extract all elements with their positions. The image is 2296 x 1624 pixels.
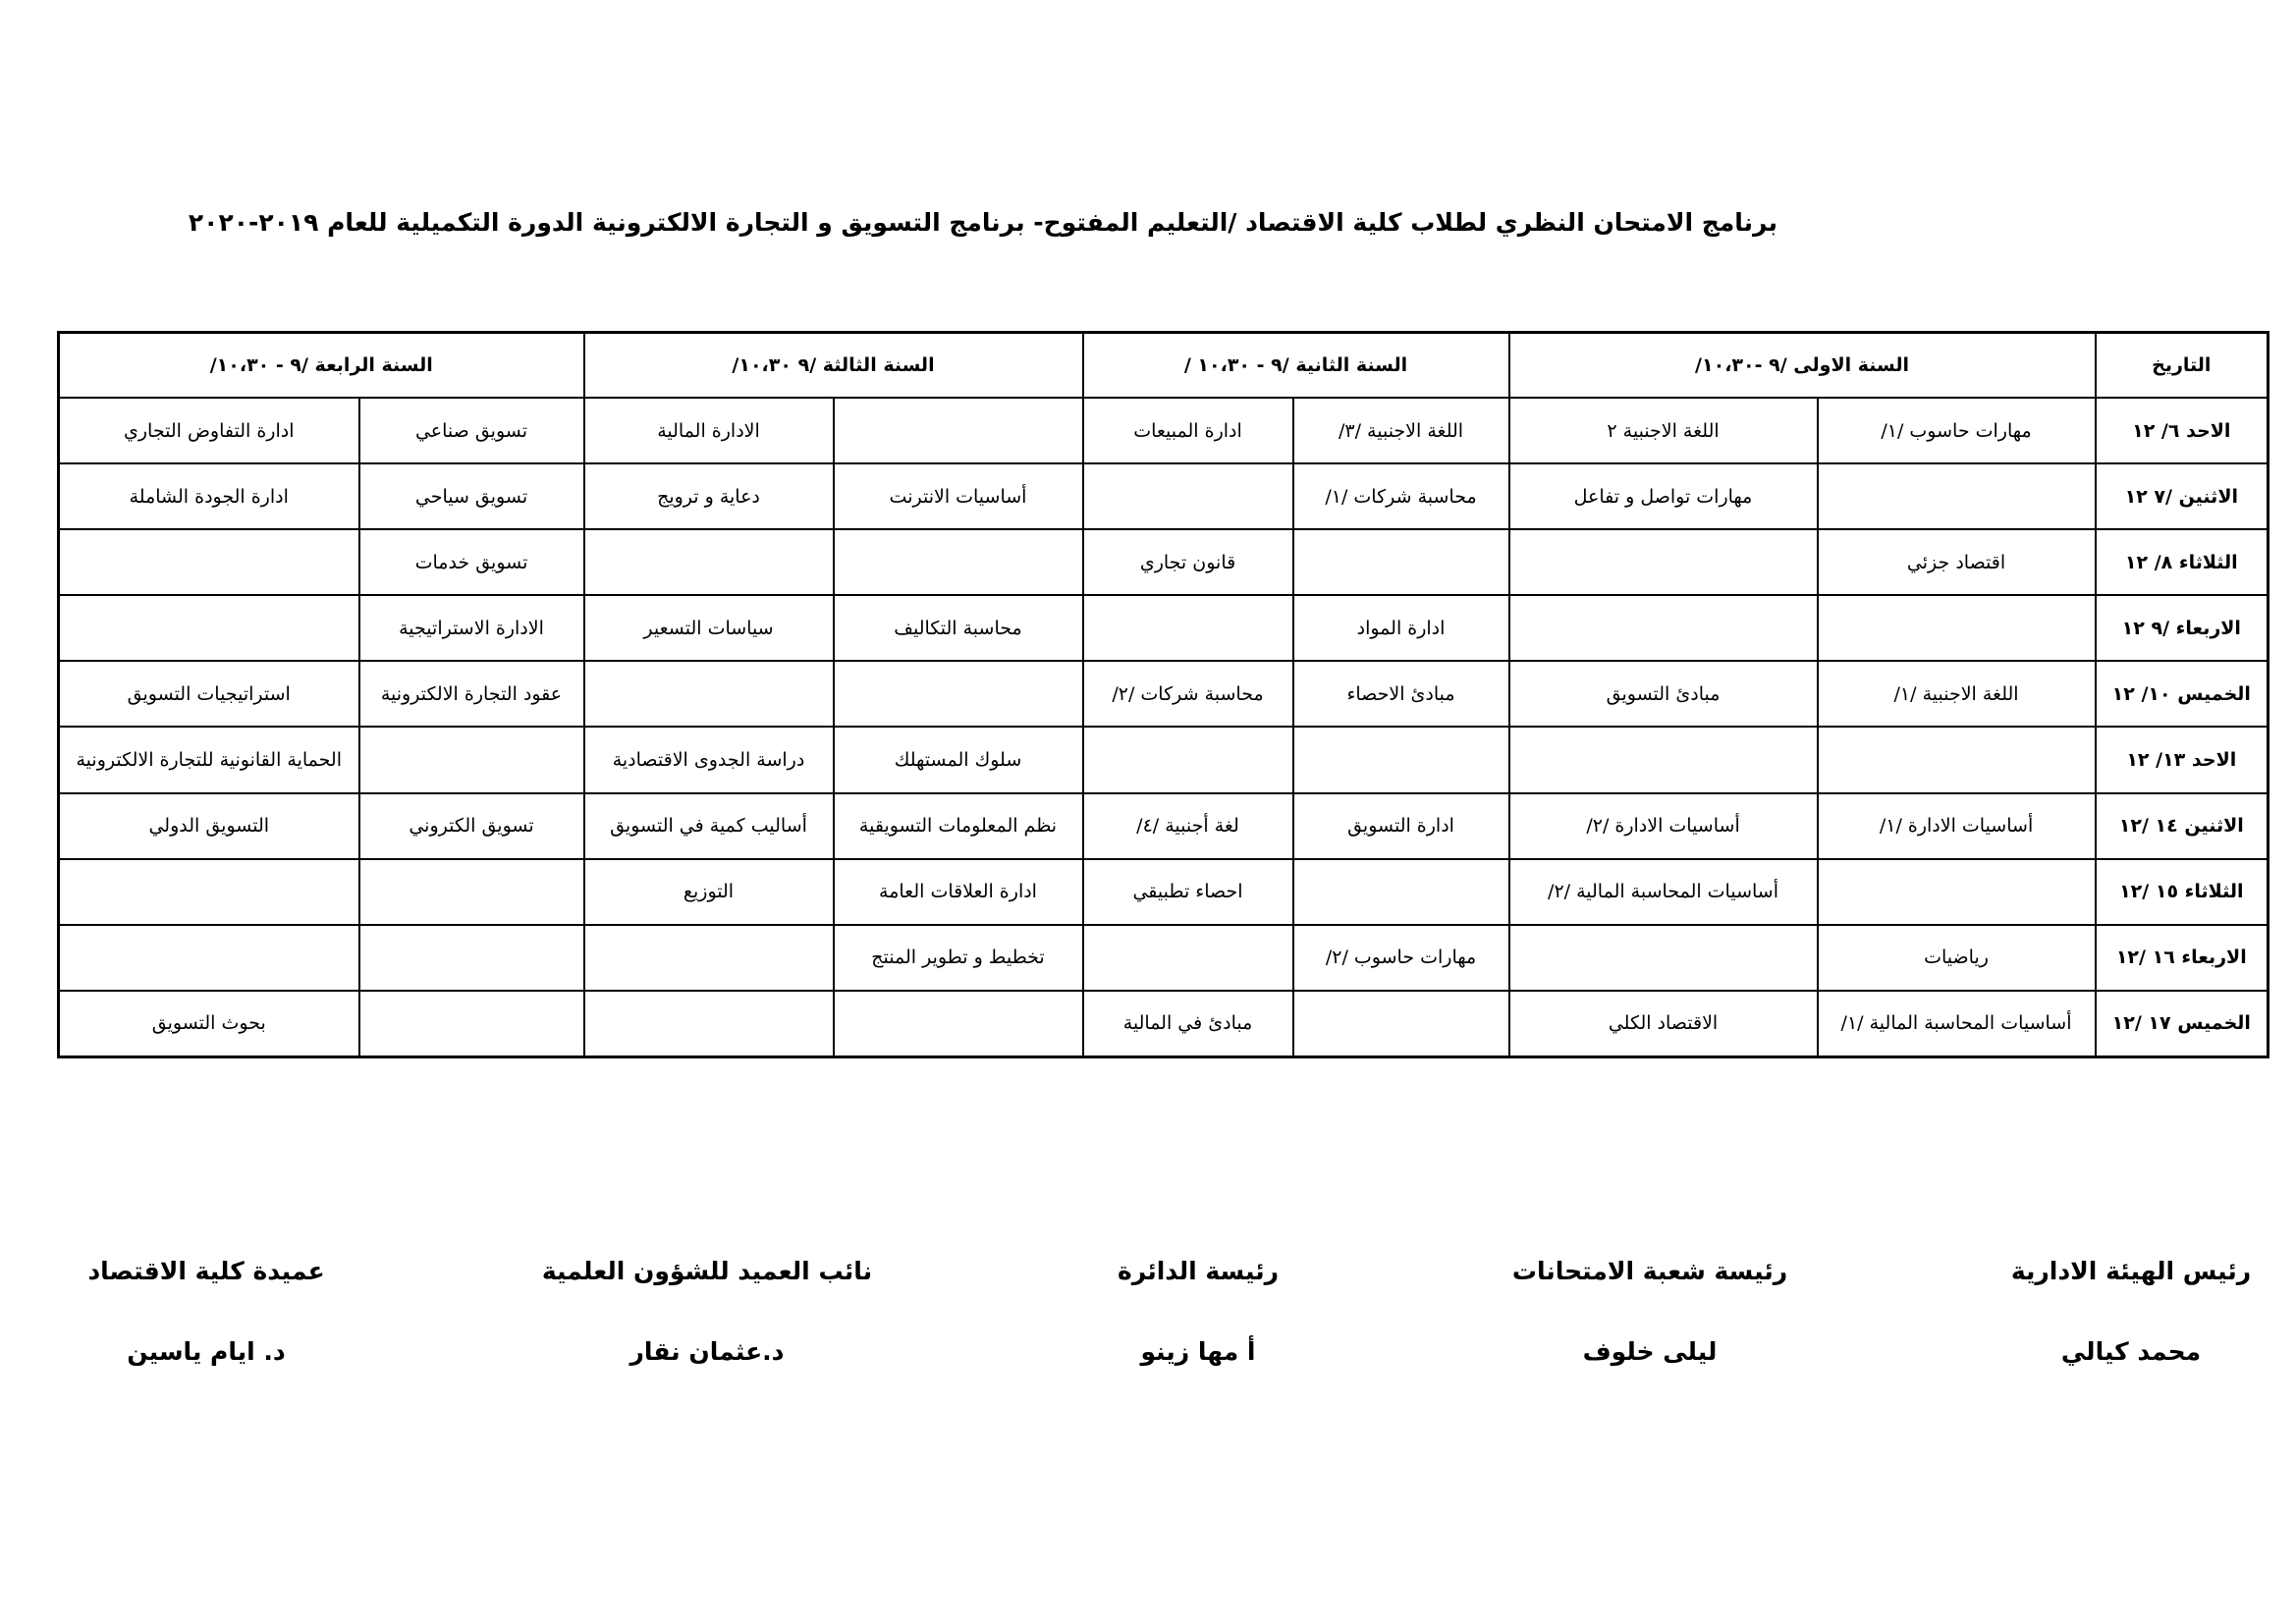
exam-cell: اللغة الاجنبية /١/ [1818, 661, 2096, 727]
exam-cell: أساليب كمية في التسويق [584, 793, 834, 859]
exam-cell [1509, 595, 1818, 661]
exam-cell: استراتيجيات التسويق [59, 661, 359, 727]
exam-cell: ادارة التسويق [1293, 793, 1509, 859]
date-cell: الاثنين ١٤ /١٢ [2096, 793, 2269, 859]
exam-cell [1509, 529, 1818, 595]
header-year-1: السنة الاولى /٩ -١٠،٣٠/ [1509, 333, 2096, 399]
exam-cell [584, 529, 834, 595]
exam-cell [359, 859, 584, 925]
exam-cell: أساسيات المحاسبة المالية /٢/ [1509, 859, 1818, 925]
exam-cell: قانون تجاري [1083, 529, 1293, 595]
exam-cell [1509, 727, 1818, 792]
signature-name-dean: د. ايام ياسين [127, 1337, 286, 1366]
date-cell: الخميس ١٠/ ١٢ [2096, 661, 2269, 727]
signature-name-department-head: أ مها زينو [1140, 1337, 1256, 1366]
exam-schedule-table [57, 331, 2269, 1058]
document-title: برنامج الامتحان النظري لطلاب كلية الاقتصاد /التعليم المفتوح- برنامج التسويق و التجارة الالكترونية الدورة التكميلية للعام ٢٠١٩-٢٠٢٠ [188, 208, 1777, 237]
exam-cell [1083, 463, 1293, 529]
exam-cell: أساسيات الادارة /١/ [1818, 793, 2096, 859]
exam-cell: مبادئ الاحصاء [1293, 661, 1509, 727]
exam-cell: مهارات حاسوب /٢/ [1293, 925, 1509, 991]
exam-cell [59, 925, 359, 991]
date-cell: الاحد ٦/ ١٢ [2096, 398, 2269, 463]
exam-cell [1818, 859, 2096, 925]
schedule-body [59, 398, 2269, 1057]
table-row [59, 793, 2269, 859]
table-row [59, 661, 2269, 727]
exam-cell: تسويق سياحي [359, 463, 584, 529]
exam-cell [1083, 595, 1293, 661]
exam-cell [1293, 529, 1509, 595]
exam-cell: محاسبة شركات /٢/ [1083, 661, 1293, 727]
table-row [59, 727, 2269, 792]
exam-cell [584, 991, 834, 1057]
exam-cell: تسويق الكتروني [359, 793, 584, 859]
exam-cell: محاسبة التكاليف [834, 595, 1083, 661]
date-cell: الاثنين /٧ ١٢ [2096, 463, 2269, 529]
exam-cell: الادارة الاستراتيجية [359, 595, 584, 661]
exam-cell: سلوك المستهلك [834, 727, 1083, 792]
header-year-4: السنة الرابعة /٩ - ١٠،٣٠/ [59, 333, 584, 399]
exam-cell [1293, 859, 1509, 925]
exam-cell: الادارة المالية [584, 398, 834, 463]
signature-name-admin-head: محمد كيالي [2060, 1337, 2202, 1366]
date-cell: الاربعاء ١٦ /١٢ [2096, 925, 2269, 991]
exam-cell: دراسة الجدوى الاقتصادية [584, 727, 834, 792]
exam-cell [584, 661, 834, 727]
table-row [59, 925, 2269, 991]
table-row [59, 398, 2269, 463]
exam-cell [359, 991, 584, 1057]
date-cell: الاربعاء /٩ ١٢ [2096, 595, 2269, 661]
signature-role-exams-head: رئيسة شعبة الامتحانات [1511, 1257, 1788, 1285]
exam-cell: ادارة المبيعات [1083, 398, 1293, 463]
exam-cell [1509, 925, 1818, 991]
exam-cell: مهارات تواصل و تفاعل [1509, 463, 1818, 529]
header-year-2: السنة الثانية /٩ - ١٠،٣٠ / [1083, 333, 1509, 399]
signature-role-admin-head: رئيس الهيئة الادارية [2010, 1257, 2252, 1285]
exam-cell [834, 398, 1083, 463]
exam-cell: اللغة الاجنبية /٣/ [1293, 398, 1509, 463]
table-row [59, 463, 2269, 529]
exam-cell [1083, 925, 1293, 991]
exam-cell [1083, 727, 1293, 792]
exam-cell: رياضيات [1818, 925, 2096, 991]
exam-cell [1293, 727, 1509, 792]
exam-cell [1818, 595, 2096, 661]
exam-cell: بحوث التسويق [59, 991, 359, 1057]
exam-cell: محاسبة شركات /١/ [1293, 463, 1509, 529]
exam-cell [59, 859, 359, 925]
exam-cell: الاقتصاد الكلي [1509, 991, 1818, 1057]
date-cell: الاحد ١٣/ ١٢ [2096, 727, 2269, 792]
exam-cell [584, 925, 834, 991]
exam-cell: تخطيط و تطوير المنتج [834, 925, 1083, 991]
signature-role-dean: عميدة كلية الاقتصاد [87, 1257, 325, 1285]
exam-cell: مبادئ التسويق [1509, 661, 1818, 727]
exam-cell: عقود التجارة الالكترونية [359, 661, 584, 727]
exam-cell [59, 595, 359, 661]
table-row [59, 595, 2269, 661]
exam-cell [1293, 991, 1509, 1057]
exam-cell: سياسات التسعير [584, 595, 834, 661]
exam-cell: الحماية القانونية للتجارة الالكترونية [59, 727, 359, 792]
exam-cell: اللغة الاجنبية ٢ [1509, 398, 1818, 463]
exam-cell: التوزيع [584, 859, 834, 925]
exam-cell: احصاء تطبيقي [1083, 859, 1293, 925]
exam-cell: نظم المعلومات التسويقية [834, 793, 1083, 859]
exam-cell [834, 991, 1083, 1057]
exam-cell: أساسيات الانترنت [834, 463, 1083, 529]
exam-cell: أساسيات الادارة /٢/ [1509, 793, 1818, 859]
exam-cell: ادارة التفاوض التجاري [59, 398, 359, 463]
exam-cell [59, 529, 359, 595]
signature-role-vice-dean: نائب العميد للشؤون العلمية [541, 1257, 873, 1285]
exam-cell: مهارات حاسوب /١/ [1818, 398, 2096, 463]
exam-cell: ادارة الجودة الشاملة [59, 463, 359, 529]
exam-cell [359, 727, 584, 792]
header-row [59, 333, 2269, 399]
exam-cell: ادارة العلاقات العامة [834, 859, 1083, 925]
exam-cell: اقتصاد جزئي [1818, 529, 2096, 595]
exam-cell: ادارة المواد [1293, 595, 1509, 661]
exam-cell [1818, 463, 2096, 529]
exam-cell: تسويق صناعي [359, 398, 584, 463]
table-row [59, 859, 2269, 925]
header-date: التاريخ [2096, 333, 2269, 399]
signature-role-department-head: رئيسة الدائرة [1118, 1257, 1279, 1285]
exam-cell: التسويق الدولي [59, 793, 359, 859]
exam-cell [359, 925, 584, 991]
table-row [59, 991, 2269, 1057]
header-year-3: السنة الثالثة /٩ ١٠،٣٠/ [584, 333, 1083, 399]
date-cell: الثلاثاء ٨/ ١٢ [2096, 529, 2269, 595]
date-cell: الخميس ١٧ /١٢ [2096, 991, 2269, 1057]
exam-cell [834, 661, 1083, 727]
exam-cell: تسويق خدمات [359, 529, 584, 595]
date-cell: الثلاثاء ١٥ /١٢ [2096, 859, 2269, 925]
exam-cell [834, 529, 1083, 595]
table-row [59, 529, 2269, 595]
signature-name-exams-head: ليلى خلوف [1582, 1337, 1718, 1366]
exam-cell: أساسيات المحاسبة المالية /١/ [1818, 991, 2096, 1057]
exam-cell: مبادئ في المالية [1083, 991, 1293, 1057]
exam-cell: لغة أجنبية /٤/ [1083, 793, 1293, 859]
exam-cell: دعاية و ترويج [584, 463, 834, 529]
signature-name-vice-dean: د.عثمان نقار [629, 1337, 785, 1366]
exam-cell [1818, 727, 2096, 792]
